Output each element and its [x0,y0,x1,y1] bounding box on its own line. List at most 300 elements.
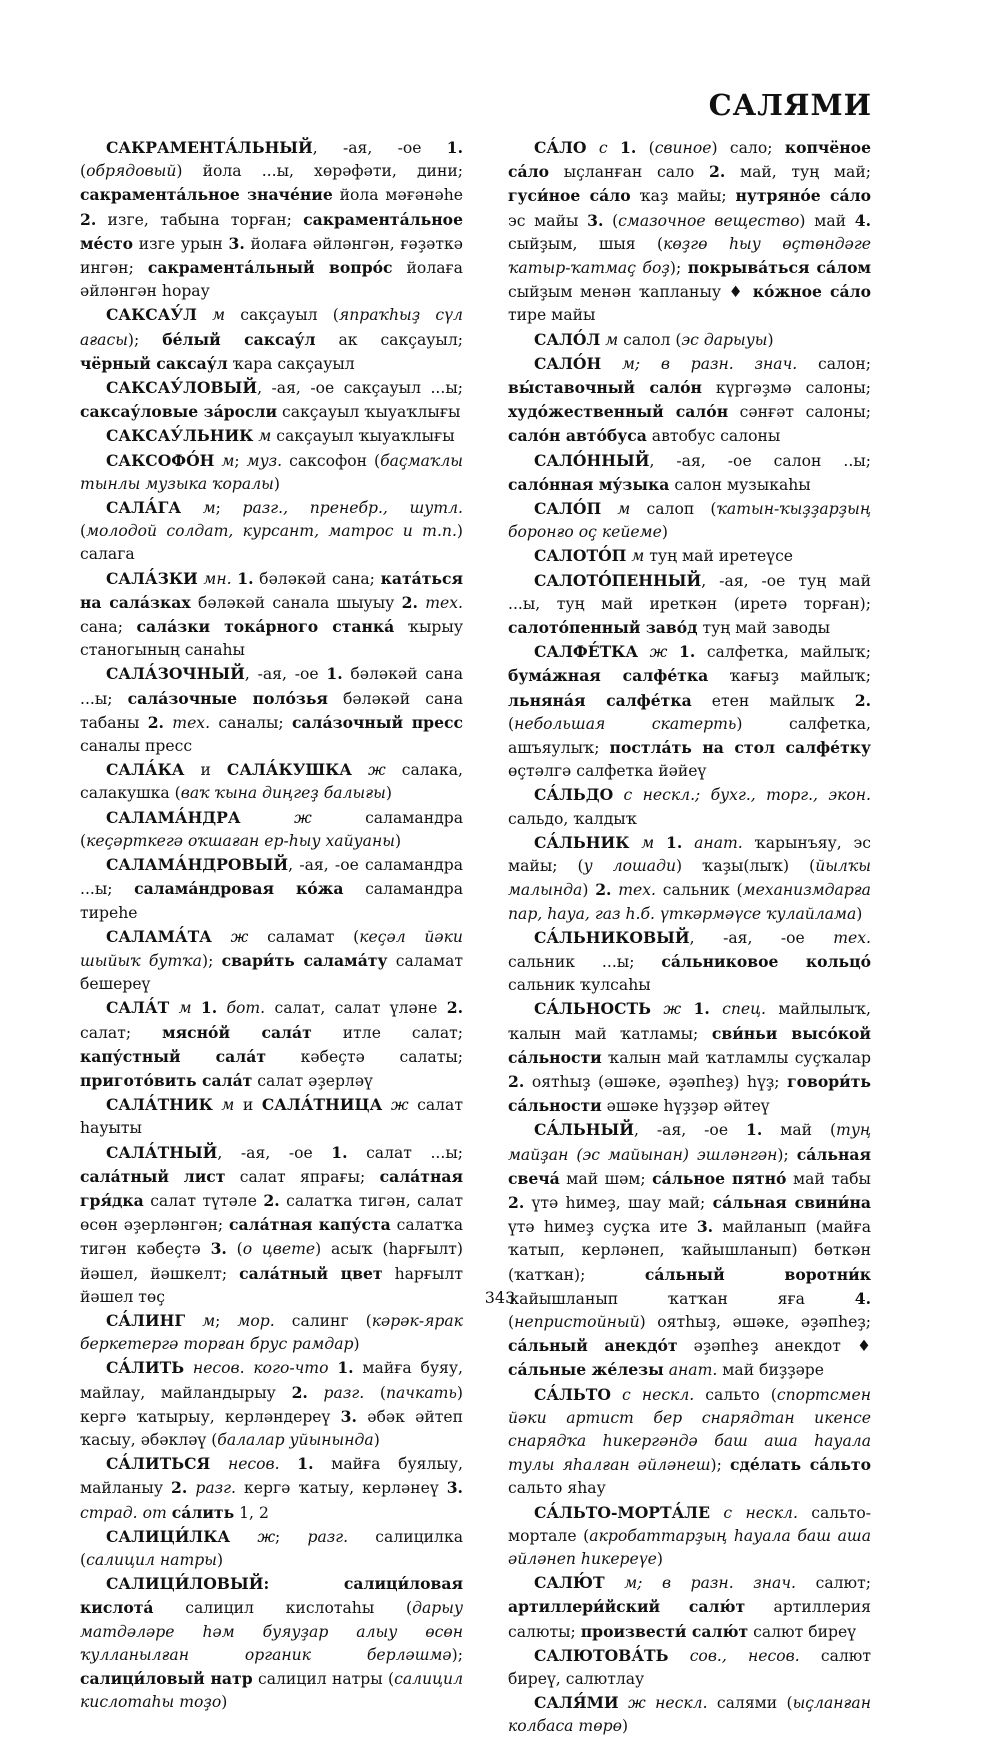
entry-text: ); [201,951,222,970]
entry-text: ) [373,1430,380,1449]
entry-text: ) салага [80,522,463,564]
italic-note: м [605,330,619,349]
entry-text: сальдо, ҡалдыҡ [508,809,637,828]
dictionary-entry [508,1691,871,1738]
italic-note: салицил кислотаһы тоҙо [80,1670,463,1712]
entry-text: ; [234,451,247,470]
bold-phrase: 2. [147,712,164,732]
italic-note: ж [649,643,668,662]
bold-phrase: произвести́ салю́т [580,1621,749,1641]
entry-text: ҡара сакҫауыл [227,354,355,373]
entry-text: ак сакҫауыл; [315,330,463,349]
entry-text: ) [656,1549,663,1568]
italic-note: балалар уйынында [217,1430,374,1449]
bold-phrase: 1. [331,1142,348,1162]
entry-text: сальник ( [656,881,743,900]
italic-note: страд. от [80,1503,167,1522]
entry-text: и [184,761,227,780]
italic-note: ваҡ ҡына диңгеҙ балығы [180,784,386,803]
entry-text: май шәм; [559,1169,653,1188]
entry-text: салицил натры ( [252,1670,395,1688]
italic-note: ж [230,927,249,946]
bold-phrase: сакрамента́льное ме́сто [80,209,463,253]
entry-text: ) кергә ҡатырыу, керләндереү [80,1383,463,1426]
headword: СА́ЛЬТО [534,1384,611,1404]
italic-note: ж [257,1527,276,1546]
entry-text: , -ая, -ое [244,665,327,684]
entry-text [185,1312,202,1330]
italic-note: муз. [246,451,283,470]
bold-phrase: нутряно́е са́ло [735,186,871,206]
bold-phrase: 1. [237,568,254,588]
entry-text: ) [621,1717,629,1736]
headword: САЛА́ТНИК [106,1095,213,1115]
italic-note: спец. [722,1000,766,1019]
entry-text: ) [661,523,668,542]
entry-text [241,809,294,827]
dictionary-entry [80,806,463,853]
bold-phrase: 4. [854,1288,871,1308]
entry-text [611,1386,622,1404]
dictionary-entry [508,926,871,998]
headword: САКСОФО́Н [106,450,215,470]
entry-text: ) салфетка, ашъяулыҡ; [508,714,871,758]
headword: САЛО́Н [534,353,602,373]
italic-note: м [202,1311,216,1330]
italic-note: мор. [237,1311,275,1330]
bold-phrase: са́льная свини́на [712,1192,871,1212]
entry-text: салинг ( [274,1311,372,1330]
entry-text: , -ая, -ое [312,139,447,157]
entry-text: майға буяу, майлау, майландырыу [80,1359,463,1402]
bold-phrase: сала́зочные поло́зья [127,688,328,708]
dictionary-entry [508,136,871,328]
bold-phrase: сде́лать са́льто [729,1455,871,1475]
entry-text: ) [353,1335,360,1354]
entry-text: һарғылт йәшел төҫ [80,1264,463,1306]
italic-note: япраҡһыҙ сүл ағасы [80,306,463,349]
dictionary-entry [508,997,871,1118]
entry-text: салат ...ы; [347,1143,464,1162]
entry-text: әҙәпһеҙ анекдот ♦ [677,1337,871,1356]
entry-text: эс майы [508,211,588,230]
bold-phrase: 2. [446,998,463,1018]
entry-text: , -ая, -ое [217,1143,332,1162]
entry-text: салатҡа тигән, салат өсөн әҙерләнгән; [80,1191,463,1235]
bold-phrase: покрыва́ться са́лом [687,258,872,278]
entry-text: , -ая, -ое салон ..ы; [649,451,871,470]
entry-text: ҡырыу станогының санаһы [80,618,463,660]
entry-text: йолаға әйләнгән, ғәҙәткә ингән; [80,234,463,278]
entry-text: әшәке һүҙҙәр әйтеү [601,1097,770,1116]
entry-text: ) [856,904,863,923]
entry-text: салоп ( [630,500,717,519]
headword: САКСАУ́Л [106,305,197,325]
italic-note: спортсмен йәки артист бер снарядтан икенсе снарядҡа һикергәндә баш аша һауала тулы яһалған әйләнеш [508,1385,871,1475]
bold-phrase: са́лить [171,1502,235,1522]
bold-phrase: сала́тная капу́ста [229,1215,391,1235]
entry-text: ) [385,784,392,803]
italic-note: ж нескл. [628,1694,708,1713]
entry-text: өҫтәлгә салфетка йәйеү [508,762,707,781]
bold-phrase: саксау́ловые за́росли [80,402,278,422]
italic-note: туң майҙан (эс майынан) эшләнгән [508,1121,871,1164]
entry-text: бәләкәй сана табаны [80,689,463,732]
bold-phrase: 2. [291,1382,308,1402]
bold-phrase: постла́ть на стол салфе́тку [609,738,871,758]
bold-phrase: худо́жественный сало́н [508,402,729,422]
entry-text: ; [275,1527,308,1546]
entry-text: ); [710,1456,730,1475]
entry-text [710,1000,722,1018]
dictionary-entry [508,569,871,641]
entry-text: майлылыҡ, ҡалын май ҡатламы; [508,1000,871,1043]
entry-text: салон музыкаһы [669,475,811,494]
italic-note: разг. [323,1383,365,1402]
headword: САЛЯ́МИ [534,1693,619,1713]
running-head: САЛЯМИ [708,88,872,122]
bold-phrase: ката́ться на сала́зках [80,568,463,612]
left-column [80,136,463,1714]
dictionary-entry [508,1383,871,1501]
bold-phrase: сакрамента́льный вопро́с [147,258,393,278]
dictionary-entry [80,925,463,997]
italic-note: несов. [227,1455,280,1474]
italic-note: сов., несов. [689,1646,800,1665]
entry-text: май табы [786,1169,871,1188]
entry-text: ( [80,522,87,541]
entry-text: салат түтәле [143,1191,264,1210]
entry-text: саналы; [210,713,292,732]
dictionary-entry [80,1309,463,1356]
entry-text: итле салат; [311,1023,463,1042]
bold-phrase: 1. [619,138,637,157]
italic-note: ҡатын-ҡыҙҙарҙың боронғо оҫ кейеме [508,500,871,542]
entry-text: артиллерия салюты; [508,1598,872,1641]
entry-text: май ( [762,1121,837,1140]
headword: САЛИЦИ́ЛОВЫЙ: [106,1574,270,1594]
entry-text [667,643,679,661]
entry-text: кәбеҫтә салаты; [266,1047,463,1066]
entry-text: сальто яһау [508,1479,606,1498]
bold-phrase: салото́пенный заво́д [508,618,698,638]
dictionary-entry [508,328,871,352]
entry-text [382,1096,391,1114]
entry-text: , -ая, -ое сакҫауыл ...ы; [257,379,463,398]
bold-phrase: са́льный анекдо́т [508,1336,678,1356]
entry-text: тире майы [508,306,596,325]
headword: САЛА́Т [106,998,170,1018]
entry-text: сакҫауыл ҡыуаҡлығы [277,403,461,422]
entry-text [601,355,622,373]
italic-note: ж [293,808,312,827]
bold-phrase: 2. [80,209,97,229]
entry-text: салицил кислотаһы ( [153,1599,413,1618]
headword: САЛО́Л [534,329,601,349]
headword: САЛА́ГА [106,498,182,518]
entry-text [619,1694,628,1712]
headword: СА́ЛИТЬСЯ [106,1454,211,1474]
italic-note: дарыу матдәләре һәм буяуҙар алыу өсөн ҡулланылған органик берләшмә [80,1599,463,1664]
italic-note: молодой солдат, курсант, матрос и т.п. [86,522,457,541]
bold-phrase: 2. [171,1478,188,1498]
entry-text: ; [215,499,243,518]
bold-phrase: говори́ть са́льности [508,1071,871,1116]
bold-phrase: сало́н авто́буса [508,426,647,446]
italic-note: у лошади [583,857,677,876]
italic-note: с нескл. [723,1503,798,1522]
dictionary-entry [80,1356,463,1452]
italic-note: мн. [203,569,232,588]
entry-text: май, туң май; [725,163,871,182]
entry-text: и [234,1096,262,1115]
page-number: 343 [484,1288,516,1307]
entry-text: салат; [80,1023,163,1042]
entry-text: сальто ( [694,1385,777,1404]
dictionary-entry [80,567,463,663]
entry-text: сакҫауыл ( [225,306,339,325]
entry-text: ҡаҙ майы; [630,187,736,206]
italic-note: пачкать [385,1383,457,1402]
entry-text [682,834,694,852]
headword: СА́ЛЬНОСТЬ [534,999,651,1019]
dictionary-entry [80,1452,463,1525]
entry-text: ҡарынъяу, эс майы; ( [508,833,871,876]
bold-phrase: 3. [696,1217,714,1237]
entry-text: салицилка ( [80,1527,463,1569]
entry-text: сәнғәт салоны; [728,403,872,422]
bold-phrase: пригото́вить сала́т [80,1070,253,1090]
entry-text: изге, табына торған; [96,210,304,229]
entry-text [629,834,641,852]
entry-text [651,1000,663,1018]
headword: САЛА́ЗОЧНЫЙ [106,664,245,684]
entry-text [210,1455,228,1473]
italic-note: эс дарыуы [681,330,768,349]
entry-text: бәләкәй сана ...ы; [80,665,463,708]
entry-text: ( [508,714,515,733]
italic-note: кеҫәрткегә оҡшаған ер-һыу хайуаны [86,831,395,850]
italic-note: м [641,833,655,852]
italic-note: ыҫланған колбаса төрө [508,1694,871,1736]
entry-text: ; [215,1311,238,1330]
entry-text [681,1000,693,1018]
dictionary-entry [508,352,871,449]
headword: САКСАУ́ЛЬНИК [106,426,254,446]
italic-note: непристойный [514,1312,640,1331]
entry-text [212,928,231,946]
entry-text: ) асыҡ (һарғылт) йәшел, йәшкелт; [80,1240,464,1283]
entry-text: үтә һимеҙ, шау май; [524,1193,713,1212]
headword: САКСАУ́ЛОВЫЙ [106,378,258,398]
entry-text: салатҡа тигән кәбеҫтә [80,1216,463,1259]
headword: СА́ЛЬДО [534,785,614,805]
bold-phrase: 1. [446,138,463,157]
headword: САЛАМА́ТА [106,926,212,946]
italic-note: анат. [694,833,743,852]
entry-text: ) сало; [711,139,785,157]
entry-text [586,139,598,157]
entry-text: бәләкәй санала шыуыу [190,593,402,612]
dictionary-entry [508,1118,871,1382]
entry-text [352,761,368,779]
dictionary-entry [80,303,463,376]
headword: САЛА́ТНЫЙ [106,1142,218,1162]
entry-text [269,1575,344,1593]
italic-note: тех. [618,881,657,900]
entry-text: саламандра тиреһе [80,880,464,922]
bold-phrase: 2. [595,880,612,900]
entry-text: етен майлыҡ [691,691,855,710]
bold-phrase: 3. [228,233,245,253]
entry-text [308,1384,324,1402]
entry-text [329,1359,338,1377]
entry-text: туң май заводы [697,619,831,638]
italic-note: м [178,999,192,1018]
bold-phrase: сала́зочный пресс [291,712,463,732]
bold-phrase: 2. [708,162,726,182]
entry-text: салат япрағы; [225,1167,380,1186]
italic-note: тех. [425,593,463,612]
bold-phrase: 2. [508,1192,525,1212]
entry-text: ( [508,1312,515,1331]
dictionary-entry [80,449,463,496]
dictionary-entry [508,1644,871,1691]
italic-note: с [598,139,608,157]
dictionary-entry [80,496,463,567]
entry-text [710,1504,723,1522]
italic-note: несов. кого-что [192,1359,329,1378]
dictionary-entry [80,662,463,758]
dictionary-entry [508,544,871,568]
headword: САЛА́КУШКА [226,760,353,780]
entry-text: бәләкәй сана; [253,569,381,588]
headword: СА́ЛЬНИК [534,832,630,852]
headword: САЛАМА́НДРА [106,807,241,827]
italic-note: небольшая скатерть [514,714,737,733]
italic-note: м [202,499,216,518]
dictionary-entry [80,424,463,448]
entry-text: ( [636,139,655,157]
right-column [508,136,871,1739]
dictionary-entry [80,1572,463,1714]
bold-phrase: салама́ндровая ко́жа [134,879,344,899]
bold-phrase: 3. [210,1239,227,1259]
headword: САЛЮТОВА́ТЬ [534,1645,669,1665]
bold-phrase: 4. [854,210,871,230]
bold-phrase: сала́тная гря́дка [80,1166,463,1210]
italic-note: көҙгө һыу өҫтөндәге ҡатыр-ҡатмаҫ боҙ [508,234,871,278]
italic-note: разг. [195,1479,236,1498]
bold-phrase: капу́стный сала́т [80,1046,267,1066]
entry-text: оятһыҙ (әшәке, әҙәпһеҙ) һүҙ; [524,1072,788,1091]
italic-note: смазочное вещество [618,211,800,230]
bold-phrase: гуси́ное са́ло [508,186,631,206]
italic-note: м [221,451,235,470]
entry-text: салат әҙерләү [252,1071,373,1090]
entry-text: ) [273,474,280,493]
italic-note: механизмдарға пар, һауа, газ һ.б. үткәрмәүсе ҡулайлама [508,881,871,923]
entry-text: ыҫланған сало [549,163,709,182]
entry-text: изге урын [133,234,229,253]
entry-text [184,1359,193,1377]
italic-note: кәрәк-ярак беркетергә торған брус рамдар [80,1311,463,1354]
entry-text: туң май иретеүсе [644,547,794,566]
entry-text: үтә һимеҙ суҫҡа ите [508,1218,697,1237]
entry-text: сыйҙым, шыя ( [508,234,664,253]
entry-text: саксофон ( [282,451,381,470]
headword: САЛИЦИ́ЛКА [106,1526,231,1546]
italic-note: м [212,306,226,325]
headword: СА́ЛЬНИКОВЫЙ [534,927,690,947]
entry-text: ( [364,1383,386,1402]
dictionary-entry [80,1141,463,1309]
dictionary-entry [508,640,871,783]
entry-text: сана; [80,618,137,637]
entry-text: ) [582,881,596,900]
bold-phrase: са́льная свеча́ [508,1144,871,1188]
entry-text [230,1528,257,1546]
entry-text [187,1479,195,1497]
entry-text [181,499,203,517]
entry-text: йолаға әйләнгән һорау [80,259,463,301]
entry-text: салфетка, майлыҡ; [695,643,871,662]
italic-note: м [617,500,631,519]
entry-text: сакҫауыл ҡыуаҡлығы [271,427,455,446]
italic-note: тех. [172,713,211,732]
entry-text: кергә ҡатыу, керләнеү [236,1479,447,1498]
bold-phrase: сало́нная му́зыка [508,474,670,494]
entry-text: салют биреү [748,1622,857,1641]
italic-note: м [221,1096,235,1115]
bold-phrase: сакрамента́льное значе́ние [80,185,333,205]
entry-text [169,999,178,1017]
dictionary-entry [80,1525,463,1572]
entry-text [192,999,201,1017]
bold-phrase: артиллери́йский салю́т [508,1597,746,1617]
bold-phrase: 1. [326,664,343,684]
italic-note: обрядовый [86,162,177,181]
entry-text: саламат бешереү [80,951,463,994]
italic-note: акробаттарҙың һауала баш аша әйләнеп һикереүе [508,1526,871,1568]
bold-phrase: свари́ть салама́ту [221,950,388,970]
headword: СА́ЛЬТО-МОРТА́ЛЕ [534,1502,710,1522]
bold-phrase: сала́зки тока́рного станка́ [136,617,395,637]
italic-note: с нескл. [622,1385,695,1404]
bold-phrase: вы́ставочный сало́н [508,378,702,398]
bold-phrase: 3. [340,1406,357,1426]
entry-text: ) май [799,211,855,230]
entry-text: ) [221,1693,228,1712]
entry-text: ) [216,1550,224,1569]
dictionary-entry [80,758,463,805]
entry-text: саналы пресс [80,737,193,756]
headword: САКРАМЕНТА́ЛЬНЫЙ [106,138,313,157]
italic-note: йылҡы малында [508,857,871,900]
bold-phrase: са́льные же́лезы [508,1360,664,1380]
bold-phrase: 1. [337,1358,354,1378]
bold-phrase: сви́ньи высо́кой са́льности [508,1023,871,1067]
bold-phrase: льняна́я салфе́тка [508,690,692,710]
bold-phrase: 1. [693,999,710,1019]
bold-phrase: 2. [854,690,871,710]
dictionary-entry [508,783,871,830]
entry-text: ); [777,1145,797,1164]
entry-text: күргәҙмә салоны; [701,379,871,398]
entry-text: ҡағыҙ майлыҡ; [708,667,871,686]
entry-text: , -ая, -ое [689,928,834,947]
bold-phrase: 1. [666,832,683,852]
